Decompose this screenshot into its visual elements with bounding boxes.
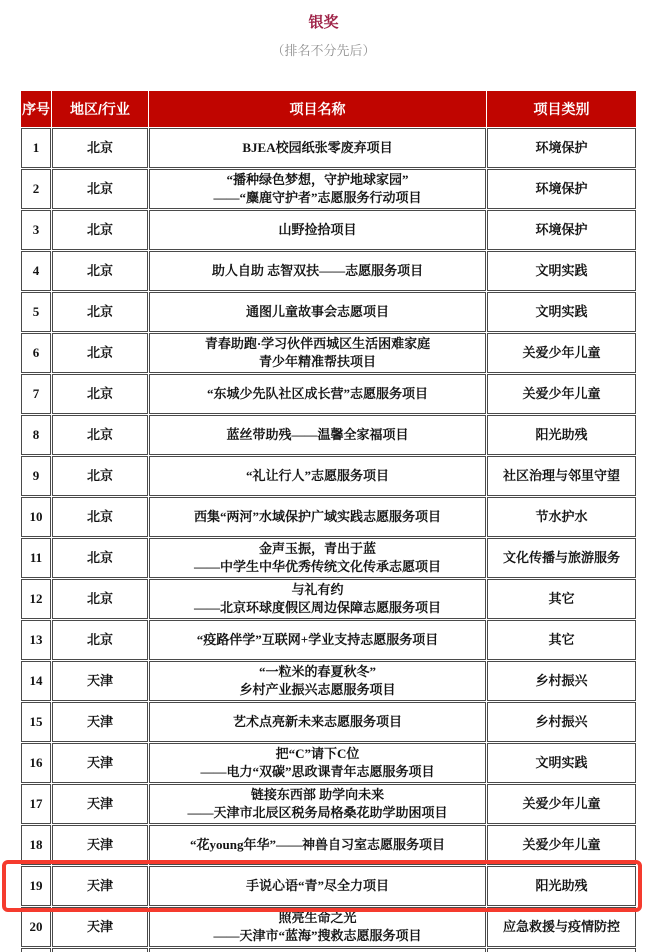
header-cell-region: 地区/行业 <box>52 91 148 127</box>
project-name-line: 山野捡拾项目 <box>278 222 357 237</box>
table-row <box>21 251 636 291</box>
table-row <box>21 374 636 414</box>
header-cell-number: 序号 <box>21 91 51 127</box>
row-number: 8 <box>21 415 51 455</box>
row-number: 5 <box>21 292 51 332</box>
row-project-name <box>149 538 486 578</box>
project-name-line: 照亮生命之光 <box>278 910 357 925</box>
row-project-name <box>149 128 486 168</box>
empty-cell <box>52 948 148 952</box>
table-row <box>21 210 636 250</box>
row-region: 北京 <box>52 210 148 250</box>
row-number: 16 <box>21 743 51 783</box>
row-region: 天津 <box>52 866 148 906</box>
row-project-name <box>149 866 486 906</box>
table-row <box>21 128 636 168</box>
project-name-line: 蓝丝带助残——温馨全家福项目 <box>226 427 409 442</box>
header-cell-project: 项目名称 <box>149 91 486 127</box>
row-region: 天津 <box>52 825 148 865</box>
row-region: 北京 <box>52 333 148 373</box>
page-subtitle: （排名不分先后） <box>271 43 376 58</box>
project-name-line: 助人自助 志智双扶——志愿服务项目 <box>211 263 424 278</box>
row-category: 阳光助残 <box>487 866 636 906</box>
row-region: 北京 <box>52 497 148 537</box>
row-category: 乡村振兴 <box>487 702 636 742</box>
row-project-name <box>149 456 486 496</box>
project-name-line: 金声玉振，青出于蓝 <box>258 541 376 556</box>
row-project-name <box>149 579 486 619</box>
table-row <box>21 538 636 578</box>
row-region: 天津 <box>52 702 148 742</box>
table-header <box>21 91 636 127</box>
table-row <box>21 825 636 865</box>
project-name-line: “播种绿色梦想，守护地球家园” <box>226 172 409 187</box>
project-name-line: ——天津市北辰区税务局格桑花助学助困项目 <box>187 805 448 820</box>
row-project-name <box>149 333 486 373</box>
row-category: 社区治理与邻里守望 <box>487 456 636 496</box>
row-number: 10 <box>21 497 51 537</box>
project-name-line: 乡村产业振兴志愿服务项目 <box>239 682 396 697</box>
row-number: 6 <box>21 333 51 373</box>
project-name-line: BJEA校园纸张零废弃项目 <box>242 140 393 155</box>
row-number: 19 <box>21 866 51 906</box>
row-category: 环境保护 <box>487 128 636 168</box>
table-row <box>21 333 636 373</box>
table-row-partial <box>21 948 636 952</box>
row-category: 文明实践 <box>487 292 636 332</box>
row-category: 文明实践 <box>487 743 636 783</box>
row-category: 其它 <box>487 579 636 619</box>
row-project-name <box>149 497 486 537</box>
project-name-line: “花young年华”——神兽自习室志愿服务项目 <box>190 837 445 852</box>
row-project-name <box>149 251 486 291</box>
row-region: 北京 <box>52 169 148 209</box>
table-row-highlighted <box>21 866 636 906</box>
project-name-line: ——“麋鹿守护者”志愿服务行动项目 <box>213 190 422 205</box>
row-region: 北京 <box>52 251 148 291</box>
row-region: 北京 <box>52 415 148 455</box>
row-category: 其它 <box>487 620 636 660</box>
row-number: 12 <box>21 579 51 619</box>
row-region: 北京 <box>52 538 148 578</box>
row-region: 天津 <box>52 743 148 783</box>
table-row <box>21 579 636 619</box>
row-number: 14 <box>21 661 51 701</box>
awards-table <box>20 90 637 952</box>
row-category: 环境保护 <box>487 169 636 209</box>
project-name-line: 把“C”请下C位 <box>275 746 360 761</box>
row-category: 文化传播与旅游服务 <box>487 538 636 578</box>
empty-cell <box>487 948 636 952</box>
empty-cell <box>21 948 51 952</box>
header-cell-category: 项目类别 <box>487 91 636 127</box>
row-region: 北京 <box>52 620 148 660</box>
project-name-line: 西集“两河”水域保护广域实践志愿服务项目 <box>193 509 441 524</box>
row-project-name <box>149 415 486 455</box>
project-name-line: “礼让行人”志愿服务项目 <box>245 468 389 483</box>
table-row <box>21 415 636 455</box>
project-name-line: 青春助跑·学习伙伴西城区生活困难家庭 <box>204 336 431 351</box>
row-number: 7 <box>21 374 51 414</box>
row-category: 关爱少年儿童 <box>487 784 636 824</box>
row-number: 2 <box>21 169 51 209</box>
table-row <box>21 497 636 537</box>
row-number: 20 <box>21 907 51 947</box>
row-number: 15 <box>21 702 51 742</box>
project-name-line: 与礼有约 <box>291 582 344 597</box>
row-project-name <box>149 374 486 414</box>
table-row <box>21 907 636 947</box>
row-region: 天津 <box>52 907 148 947</box>
row-region: 北京 <box>52 579 148 619</box>
row-region: 北京 <box>52 128 148 168</box>
project-name-line: ——天津市“蓝海”搜救志愿服务项目 <box>213 928 422 943</box>
row-category: 节水护水 <box>487 497 636 537</box>
row-category: 应急救援与疫情防控 <box>487 907 636 947</box>
empty-cell <box>149 948 486 952</box>
page-title: 银奖 <box>308 14 339 31</box>
table-row <box>21 784 636 824</box>
project-name-line: ——中学生中华优秀传统文化传承志愿项目 <box>193 559 441 574</box>
row-number: 18 <box>21 825 51 865</box>
row-project-name <box>149 210 486 250</box>
row-number: 4 <box>21 251 51 291</box>
row-region: 北京 <box>52 456 148 496</box>
table-row <box>21 169 636 209</box>
row-project-name <box>149 784 486 824</box>
project-name-line: “疫路伴学”互联网+学业支持志愿服务项目 <box>196 632 439 647</box>
row-project-name <box>149 169 486 209</box>
row-project-name <box>149 620 486 660</box>
project-name-line: 链接东西部 助学向未来 <box>250 787 385 802</box>
table-row <box>21 702 636 742</box>
table-row <box>21 620 636 660</box>
row-category: 环境保护 <box>487 210 636 250</box>
row-category: 关爱少年儿童 <box>487 825 636 865</box>
row-project-name <box>149 702 486 742</box>
project-name-line: “东城少先队社区成长营”志愿服务项目 <box>206 386 428 401</box>
project-name-line: 青少年精准帮扶项目 <box>258 354 376 369</box>
row-category: 关爱少年儿童 <box>487 333 636 373</box>
row-region: 北京 <box>52 374 148 414</box>
project-name-line: “一粒米的春夏秋冬” <box>258 664 376 679</box>
row-project-name <box>149 825 486 865</box>
row-project-name <box>149 661 486 701</box>
row-number: 1 <box>21 128 51 168</box>
project-name-line: ——电力“双碳”思政课青年志愿服务项目 <box>200 764 435 779</box>
project-name-line: 艺术点亮新未来志愿服务项目 <box>232 714 402 729</box>
row-number: 11 <box>21 538 51 578</box>
row-category: 阳光助残 <box>487 415 636 455</box>
row-category: 乡村振兴 <box>487 661 636 701</box>
row-category: 关爱少年儿童 <box>487 374 636 414</box>
row-region: 北京 <box>52 292 148 332</box>
row-number: 13 <box>21 620 51 660</box>
project-name-line: 手说心语“青”尽全力项目 <box>245 878 389 893</box>
row-number: 17 <box>21 784 51 824</box>
table-header-row <box>21 91 636 127</box>
table-row <box>21 292 636 332</box>
row-region: 天津 <box>52 661 148 701</box>
row-project-name <box>149 743 486 783</box>
row-region: 天津 <box>52 784 148 824</box>
row-category: 文明实践 <box>487 251 636 291</box>
table-body <box>21 128 636 952</box>
row-number: 9 <box>21 456 51 496</box>
project-name-line: ——北京环球度假区周边保障志愿服务项目 <box>193 600 441 615</box>
row-project-name <box>149 907 486 947</box>
table-row <box>21 661 636 701</box>
row-project-name <box>149 292 486 332</box>
table-row <box>21 743 636 783</box>
project-name-line: 通图儿童故事会志愿项目 <box>245 304 389 319</box>
table-row <box>21 456 636 496</box>
row-number: 3 <box>21 210 51 250</box>
